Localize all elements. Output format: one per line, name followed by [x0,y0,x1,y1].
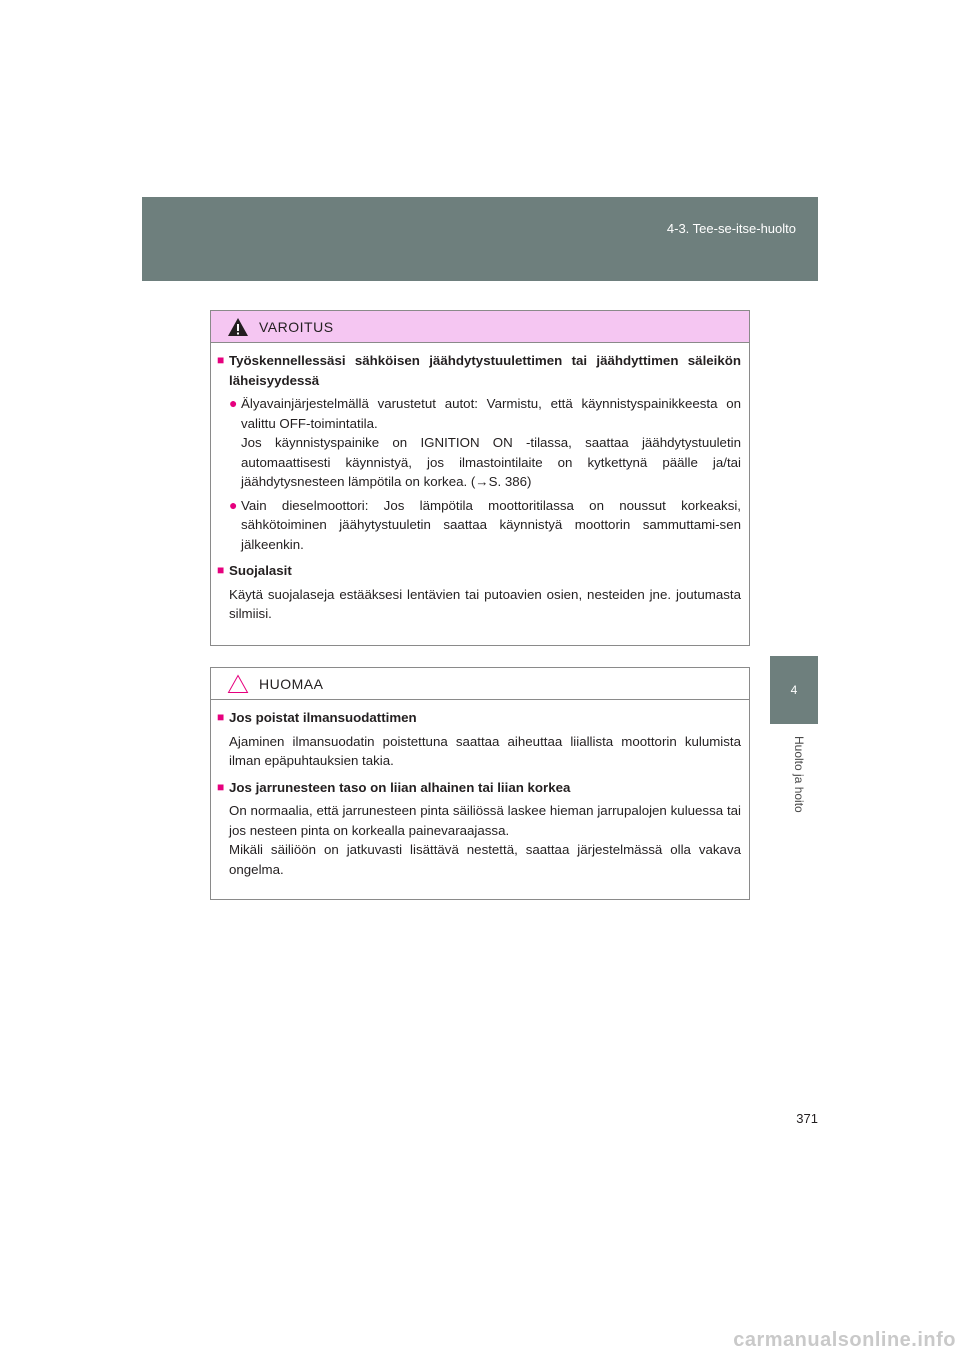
caution-triangle-icon [227,674,249,694]
section-title: 4-3. Tee-se-itse-huolto [666,221,796,236]
header-band [142,197,818,281]
square-bullet-icon: ■ [217,779,225,794]
warning-box [210,310,750,646]
chapter-number: 4 [790,683,798,697]
chapter-tab[interactable] [770,656,818,724]
item-heading [217,561,741,581]
bullet-text [241,394,741,492]
notice-title: HUOMAA [259,675,324,692]
circle-bullet-icon: ● [229,496,238,513]
notice-item [217,778,741,880]
item-title: Työskennellessäsi sähköisen jäähdytystuulettimen tai jäähdyttimen säleikön läheisyydessä [229,353,741,388]
item-text: Käytä suojalaseja estääksesi lentävien tai putoavien osien, nesteiden jne. joutumasta silmiisi. [229,586,741,621]
bullet-continuation: Jos käynnistyspainike on IGNITION ON -tilassa, saattaa jäähdytystuuletin automaattisesti käynnistyä, jos ilmastointilaite on kytkettynä päälle ja/tai jäähdytysnesteen lämpötila on korkea. (→S. 386) [241,435,741,489]
text-line: On normaalia, että jarrunesteen pinta säiliössä laskee hieman jarrupalojen kuluessa tai jos nesteen pinta on korkealla painevaraajassa. [229,803,741,838]
warning-body [211,343,749,624]
warning-header [211,311,749,343]
notice-header [211,668,749,700]
item-title: Suojalasit [229,563,292,578]
text-line: Mikäli säiliöön on jatkuvasti lisättävä nestettä, saattaa järjestelmässä olla vakava ongelma. [229,842,741,877]
notice-item [217,708,741,771]
page-number: 371 [796,1111,818,1126]
item-text: Ajaminen ilmansuodatin poistettuna saattaa aiheuttaa liiallista moottorin kulumista ilman epäpuhtauksien takia. [229,733,741,768]
item-title: Jos jarrunesteen taso on liian alhainen tai liian korkea [229,779,571,795]
item-heading [217,708,741,728]
bullet-item [217,496,741,555]
circle-bullet-icon: ● [229,395,238,411]
warning-item [217,561,741,624]
notice-box [210,667,750,900]
bullet-text: Vain dieselmoottori: Jos lämpötila moottoritilassa on noussut korkeaksi, sähkötoiminen jäähytystuuletin saattaa käynnistyä moottorin sammuttami-sen jälkeenkin. [241,497,741,552]
chapter-label: Huolto ja hoito [792,736,806,813]
item-title: Jos poistat ilmansuodattimen [229,710,417,725]
square-bullet-icon: ■ [217,563,225,577]
item-heading [217,351,741,390]
square-bullet-icon: ■ [217,710,225,724]
bullet-item [217,394,741,492]
square-bullet-icon: ■ [217,353,225,367]
warning-title: VAROITUS [259,318,334,335]
warning-item [217,351,741,554]
watermark: carmanualsonline.info [733,1329,956,1351]
item-text [217,801,741,879]
bullet-line: Älyavainjärjestelmällä varustetut autot: Varmistu, että käynnistyspainikkeesta on valittu OFF-toimintatila. [241,396,741,431]
warning-triangle-icon [227,317,249,337]
notice-body [211,700,749,879]
item-heading [217,778,741,798]
